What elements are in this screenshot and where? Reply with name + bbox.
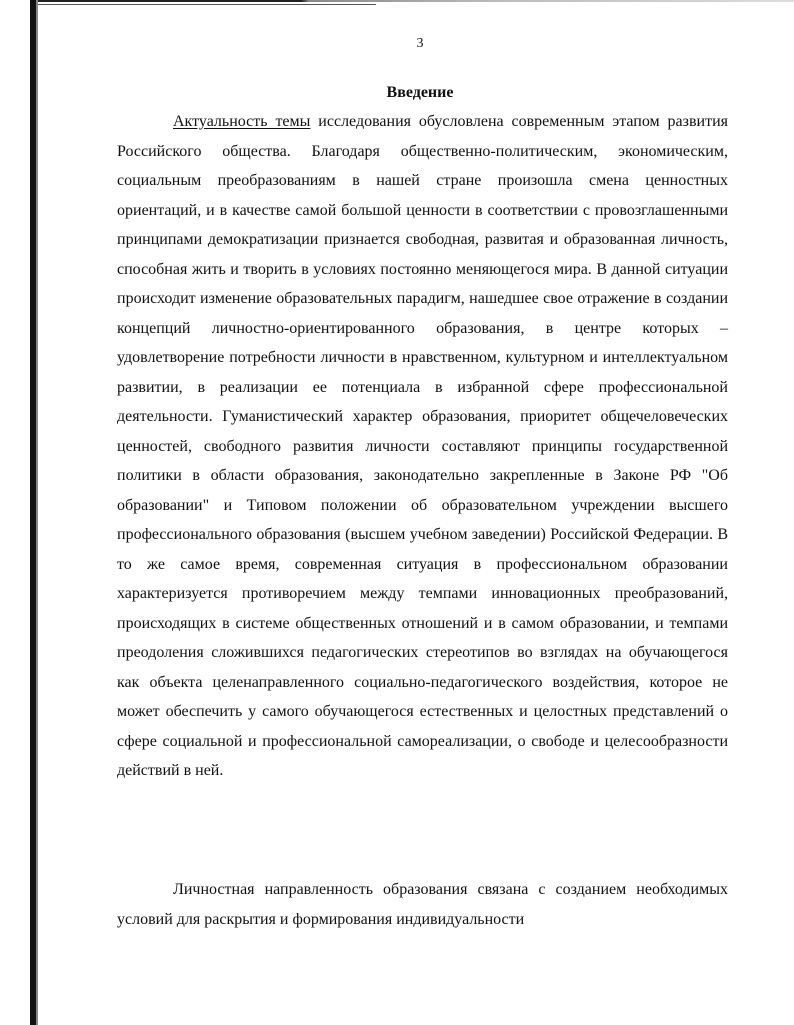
page-number: 3: [416, 36, 424, 51]
paragraph-2: [117, 875, 728, 934]
scan-top-border-secondary: [36, 4, 376, 5]
paragraph-1: [117, 107, 728, 786]
scan-left-margin-edge: [36, 0, 38, 1025]
paragraph-1-text: исследования обусловлена современным этапом развития Российского общества. Благодаря общественно-политическим, экономическим, социальным преобразованиям в нашей стране произошла смена ценностных ориентаций, и в качестве самой большой ценности в соответствии с провозглашенными принципами демократизации признается свободная, развитая и образованная личность, способная жить и творить в условиях постоянно меняющегося мира. В данной ситуации происходит изменение образовательных парадигм, нашедшее свое отражение в создании концепций личностно-ориентированного образования, в центре которых – удовлетворение потребности личности в нравственном, культурном и интеллектуальном развитии, в реализации ее потенциала в избранной сфере профессиональной деятельности. Гуманистический характер образования, приоритет общечеловеческих ценностей, свободного развития личности составляют принципы государственной политики в области образования, законодательно закрепленные в Законе РФ "Об образовании" и Типовом положении об образовательном учреждении высшего профессионального образования (высшем учебном заведении) Российской Федерации. В то же самое время, современная ситуация в профессиональном образовании характеризуется противоречием между темпами инновационных преобразований, происходящих в системе общественных отношений и в самом образовании, и темпами преодоления сложившихся педагогических стереотипов во взглядах на обучающегося как объекта целенаправленного социально-педагогического воздействия, которое не может обеспечить у самого обучающегося естественных и целостных представлений о сфере социальной и профессиональной самореализации, о свободе и целесообразности действий в ней.: [117, 113, 729, 779]
section-title: Введение: [386, 84, 454, 101]
paragraph-1-body: [117, 107, 728, 786]
scan-top-border: [36, 0, 794, 2]
paragraph-2-body: Личностная направленность образования связана с созданием необходимых условий для раскрытия и формирования индивидуальности: [117, 881, 728, 928]
paragraph-1-lead: Актуальность темы: [173, 113, 311, 130]
